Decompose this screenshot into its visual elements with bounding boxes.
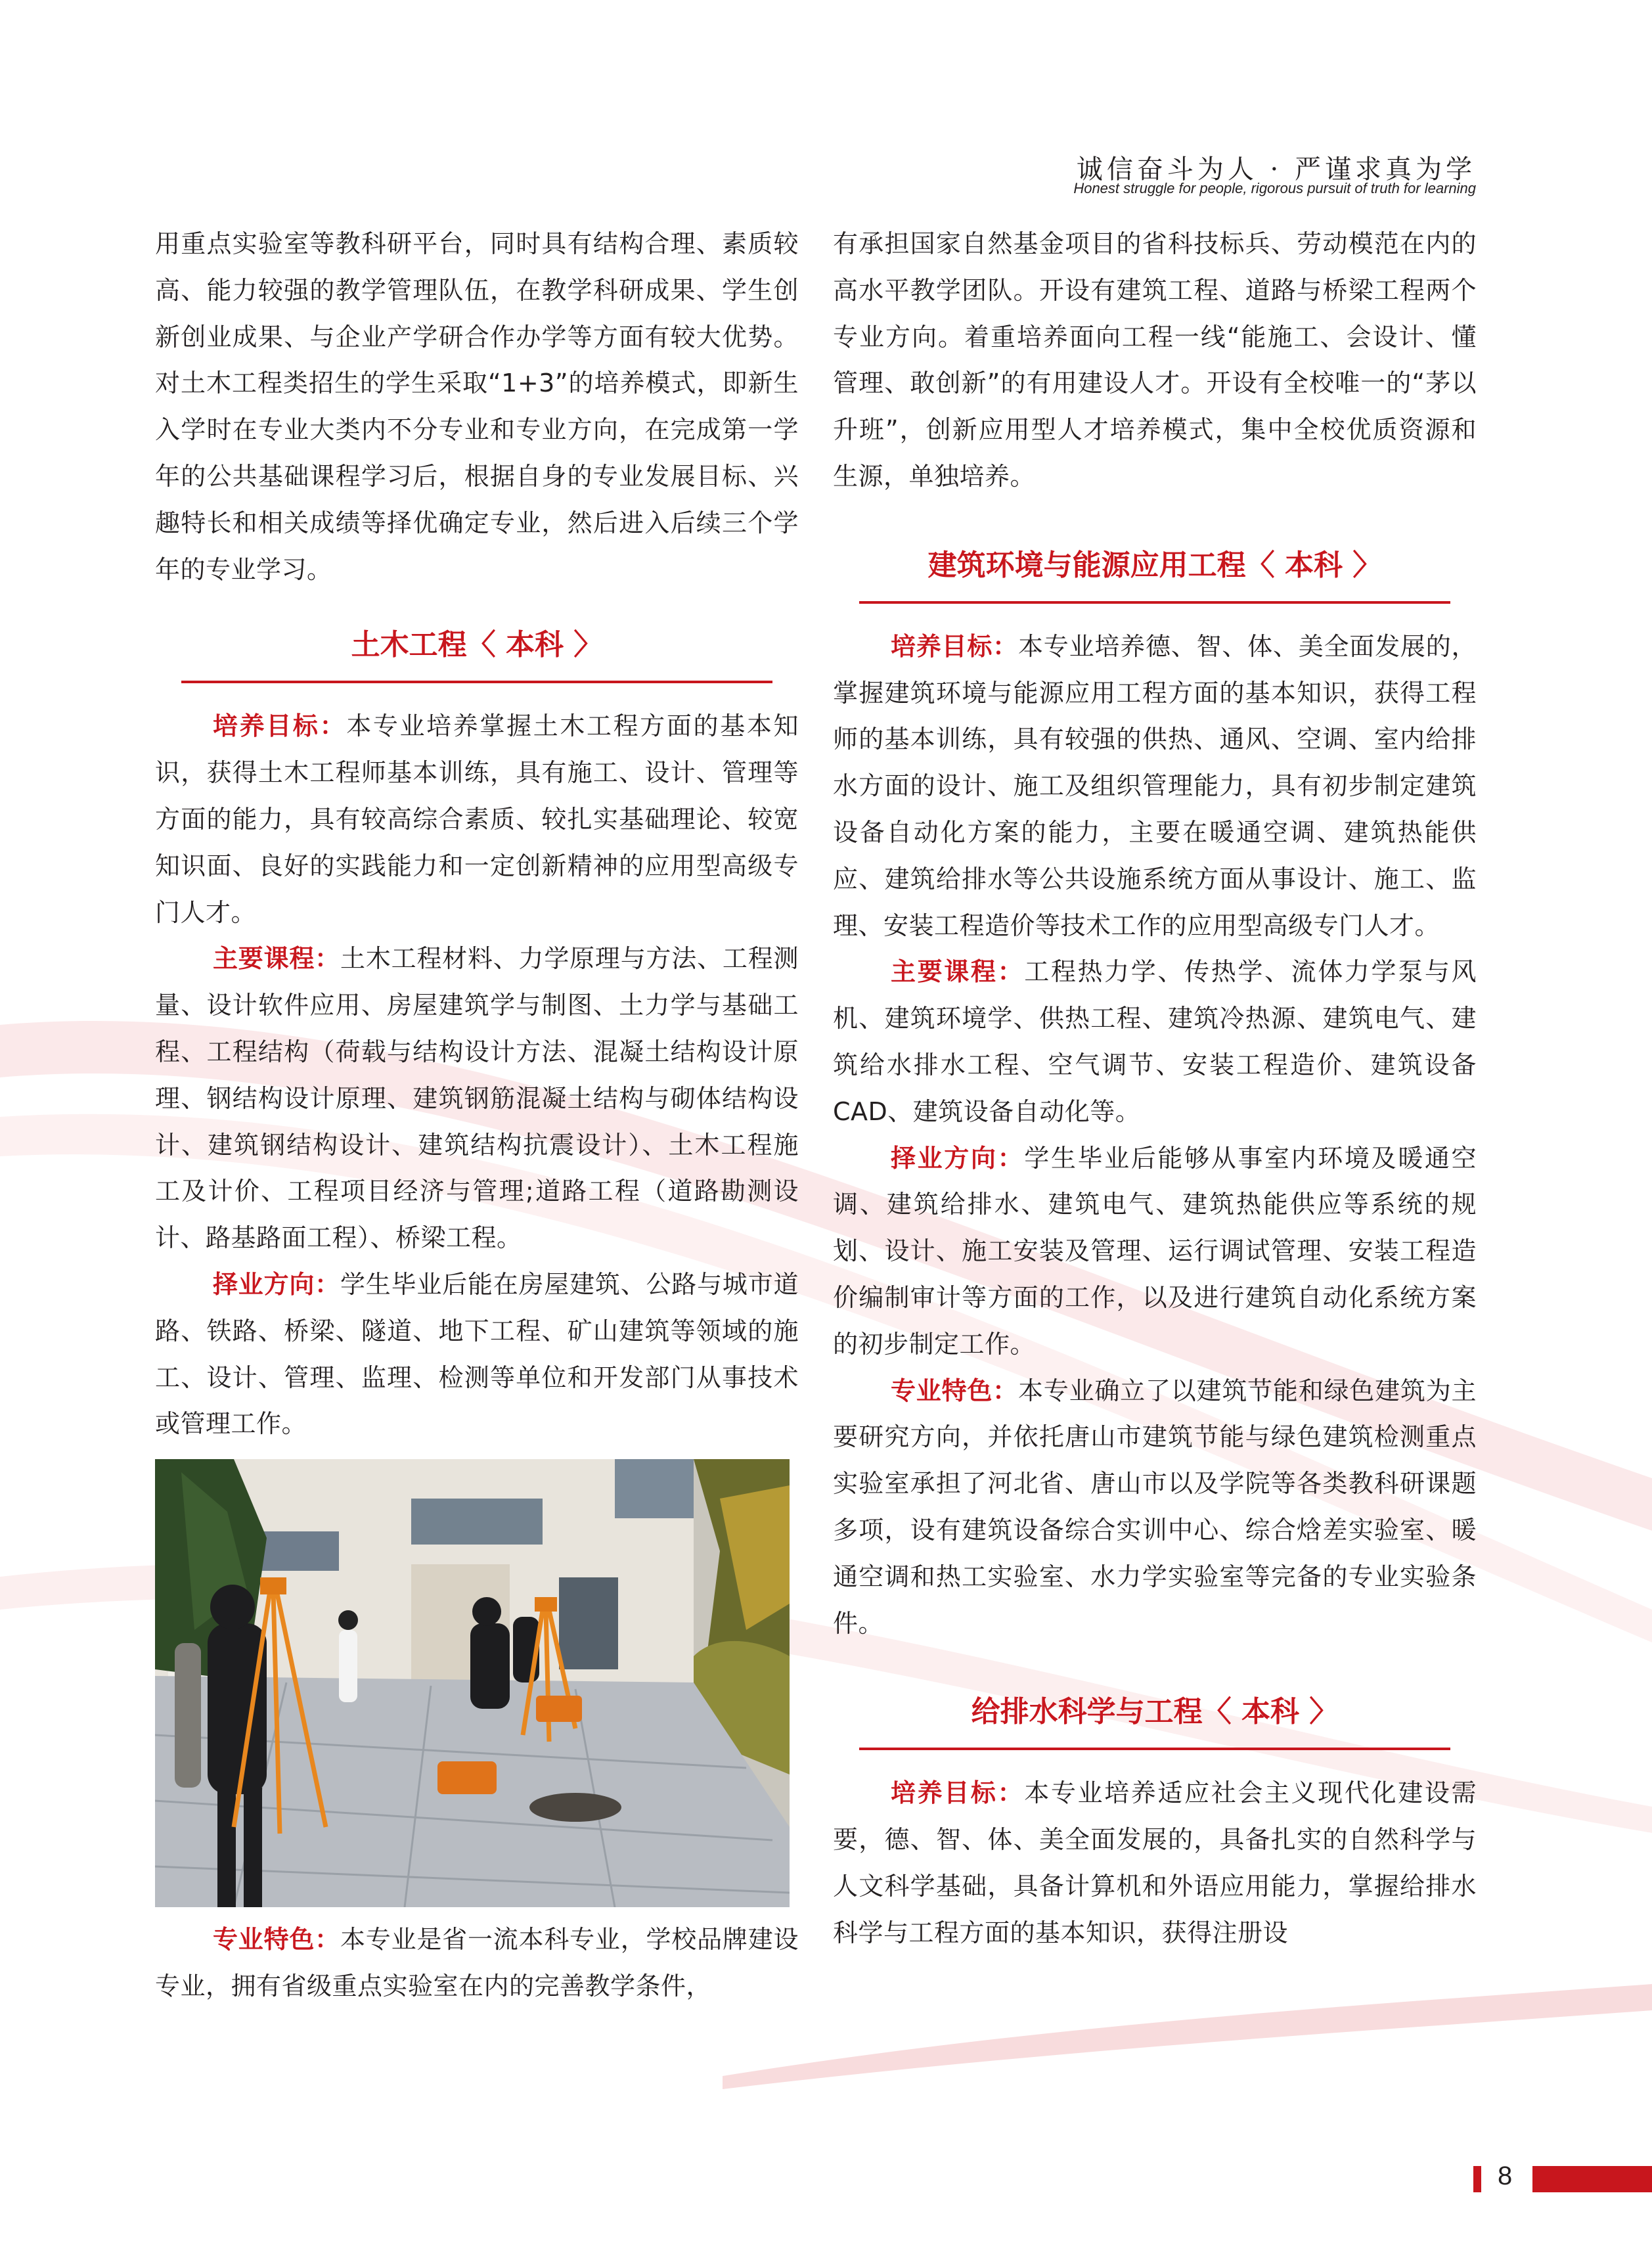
course-label: 主要课程： [891, 957, 1025, 987]
civil-career-paragraph [155, 1261, 799, 1447]
section-title-civil-engineering: 土木工程〈 本科 〉 [181, 625, 772, 683]
course-text: 土木工程材料、力学原理与方法、工程测量、设计软件应用、房屋建筑学与制图、土力学与基础工程、工程结构（荷载与结构设计方法、混凝土结构设计原理、钢结构设计原理、建筑钢筋混凝土结构与砌体结构设计、建筑钢结构设计、建筑结构抗震设计）、土木工程施工及计价、工程项目经济与管理;道路工程（道路勘测设计、路基路面工程）、桥梁工程。 [155, 944, 799, 1253]
goal-text: 本专业培养适应社会主义现代化建设需要，德、智、体、美全面发展的，具备扎实的自然科学与人文科学基础，具备计算机和外语应用能力，掌握给排水科学与工程方面的基本知识，获得注册设 [833, 1778, 1477, 1947]
left-column [155, 221, 799, 2010]
bee-goal-paragraph [833, 623, 1477, 949]
career-label: 择业方向： [891, 1143, 1025, 1173]
goal-text: 本专业培养德、智、体、美全面发展的，掌握建筑环境与能源应用工程方面的基本知识，获得工程师的基本训练，具有较强的供热、通风、空调、室内给排水方面的设计、施工及组织管理能力，具有初步制定建筑设备自动化方案的能力，主要在暖通空调、建筑热能供应、建筑给排水等公共设施系统方面从事设计、施工、监理、安装工程造价等技术工作的应用型高级专门人才。 [833, 631, 1477, 940]
right-column [833, 221, 1477, 1956]
course-text: 工程热力学、传热学、流体力学泵与风机、建筑环境学、供热工程、建筑冷热源、建筑电气、建筑给水排水工程、空气调节、安装工程造价、建筑设备 CAD、建筑设备自动化等。 [833, 957, 1477, 1126]
feature-text: 本专业是省一流本科专业，学校品牌建设专业，拥有省级重点实验室在内的完善教学条件， [155, 1925, 799, 2000]
goal-label: 培养目标： [891, 631, 1018, 661]
section-title-building-environment: 建筑环境与能源应用工程〈 本科 〉 [859, 546, 1450, 604]
goal-label: 培养目标： [213, 711, 347, 741]
water-goal-paragraph [833, 1770, 1477, 1956]
photo-illustration [155, 1459, 790, 1907]
goal-text: 本专业培养掌握土木工程方面的基本知识，获得土木工程师基本训练，具有施工、设计、管理等方面的能力，具有较高综合素质、较扎实基础理论、较宽知识面、良好的实践能力和一定创新精神的应用型高级专门人才。 [155, 711, 799, 927]
page-marker [1473, 2166, 1481, 2192]
course-label: 主要课程： [213, 944, 340, 974]
bee-feature-paragraph [833, 1368, 1477, 1647]
intro-continued-right: 有承担国家自然基金项目的省科技标兵、劳动模范在内的高水平教学团队。开设有建筑工程、道路与桥梁工程两个专业方向。着重培养面向工程一线“能施工、会设计、懂管理、敢创新”的有用建设人才。开设有全校唯一的“茅以升班”，创新应用型人才培养模式，集中全校优质资源和生源，单独培养。 [833, 229, 1477, 491]
goal-label: 培养目标： [891, 1778, 1025, 1808]
career-label: 择业方向： [213, 1269, 340, 1299]
bee-course-paragraph [833, 949, 1477, 1135]
feature-label: 专业特色： [891, 1376, 1018, 1405]
page-number: 8 [1498, 2161, 1513, 2190]
career-text: 学生毕业后能够从事室内环境及暖通空调、建筑给排水、建筑电气、建筑热能供应等系统的规划、设计、施工安装及管理、运行调试管理、安装工程造价编制审计等方面的工作，以及进行建筑自动化系统方案的初步制定工作。 [833, 1143, 1477, 1359]
civil-goal-paragraph [155, 703, 799, 936]
surveying-students-photo [155, 1459, 790, 1907]
bee-career-paragraph [833, 1135, 1477, 1368]
feature-text: 本专业确立了以建筑节能和绿色建筑为主要研究方向，并依托唐山市建筑节能与绿色建筑检测重点实验室承担了河北省、唐山市以及学院等各类教科研课题多项，设有建筑设备综合实训中心、综合焓差实验室、暖通空调和热工实验室、水力学实验室等完备的专业实验条件。 [833, 1376, 1477, 1638]
page-bar [1532, 2166, 1652, 2192]
civil-feature-paragraph [155, 1916, 799, 2010]
section-title-water-supply: 给排水科学与工程〈 本科 〉 [859, 1692, 1450, 1750]
career-text: 学生毕业后能在房屋建筑、公路与城市道路、铁路、桥梁、隧道、地下工程、矿山建筑等领域的施工、设计、管理、监理、检测等单位和开发部门从事技术或管理工作。 [155, 1269, 799, 1439]
civil-course-paragraph [155, 936, 799, 1261]
feature-label: 专业特色： [213, 1925, 340, 1954]
header-motto-english: Honest struggle for people, rigorous pursuit of truth for learning [1073, 180, 1476, 196]
intro-continued: 用重点实验室等教科研平台，同时具有结构合理、素质较高、能力较强的教学管理队伍，在教学科研成果、学生创新创业成果、与企业产学研合作办学等方面有较大优势。对土木工程类招生的学生采取“1+3”的培养模式，即新生入学时在专业大类内不分专业和专业方向，在完成第一学年的公共基础课程学习后，根据自身的专业发展目标、兴趣特长和相关成绩等择优确定专业，然后进入后续三个学年的专业学习。 [155, 229, 799, 584]
header-motto: 诚信奋斗为人 · 严谨求真为学 [1076, 154, 1476, 185]
